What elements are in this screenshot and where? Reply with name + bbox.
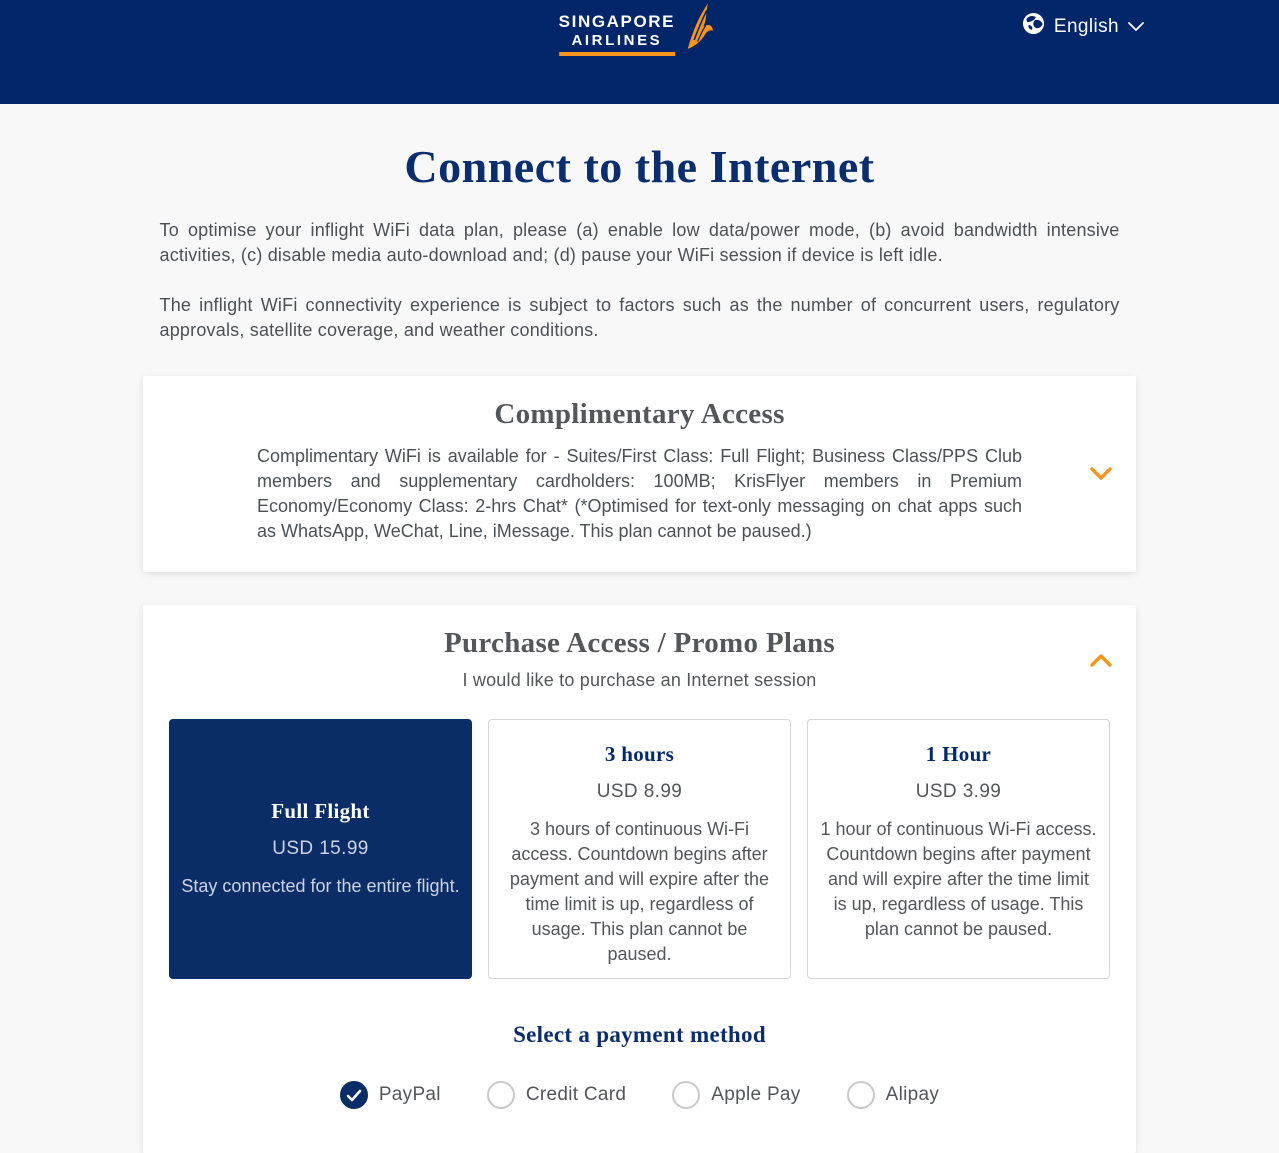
payment-option-label: Apple Pay: [711, 1084, 801, 1105]
radio-unchecked-icon[interactable]: [487, 1081, 515, 1109]
plan-card-1-hour[interactable]: [807, 719, 1110, 979]
plan-price: USD 8.99: [596, 781, 683, 802]
logo-underline: [559, 52, 675, 56]
radio-unchecked-icon[interactable]: [847, 1081, 875, 1109]
radio-checked-icon[interactable]: [340, 1081, 368, 1109]
sia-bird-icon: [682, 2, 714, 55]
plan-description: 1 hour of continuous Wi-Fi access. Countdown begins after payment and will expire after the time limit is up, regardless of usage. This plan cannot be paused.: [820, 819, 1097, 939]
complimentary-access-title: Complimentary Access: [494, 398, 785, 430]
logo-text-singapore: SINGAPORE: [558, 12, 676, 31]
purchase-access-subtitle: I would like to purchase an Internet session: [462, 670, 817, 690]
payment-option-label: Credit Card: [525, 1084, 627, 1105]
language-selector[interactable]: [1022, 12, 1144, 41]
header: [0, 0, 1279, 104]
main-content: [143, 104, 1136, 1153]
plan-description: 3 hours of continuous Wi-Fi access. Countdown begins after payment and will expire after the time limit is up, regardless of usage. This plan cannot be paused.: [509, 819, 770, 964]
payment-option-alipay[interactable]: [847, 1081, 940, 1109]
payment-option-credit-card[interactable]: [487, 1081, 626, 1109]
logo-wordmark: [559, 2, 675, 56]
payment-method-list: [143, 1081, 1136, 1153]
chevron-up-icon: [1090, 655, 1112, 670]
page-title: Connect to the Internet: [404, 141, 875, 192]
plan-card-3-hours[interactable]: [488, 719, 791, 979]
logo-text-airlines: AIRLINES: [571, 31, 663, 49]
payment-option-label: Alipay: [885, 1084, 940, 1105]
intro-paragraph-1: To optimise your inflight WiFi data plan, please (a) enable low data/power mode, (b) avoid bandwidth intensive activities, (c) disable media auto-download and; (d) pause your WiFi session if device is left idle.: [159, 220, 1120, 265]
chevron-down-icon: [1128, 16, 1144, 38]
language-label: English: [1053, 15, 1119, 37]
complimentary-expand-button[interactable]: [1086, 463, 1116, 485]
globe-icon: [1022, 12, 1045, 41]
plan-list: [143, 719, 1136, 979]
complimentary-access-body: Complimentary WiFi is available for - Suites/First Class: Full Flight; Business Class/PPS Club members and supplementary cardholders: 100MB; KrisFlyer members in Premium Economy/Economy Class: 2-hrs Chat* (*Optimised for text-only messaging on chat apps such as WhatsApp, WeChat, Line, iMessage. This plan cannot be paused.): [257, 446, 1022, 541]
plan-name: Full Flight: [271, 799, 370, 823]
radio-unchecked-icon[interactable]: [672, 1081, 700, 1109]
plan-price: USD 3.99: [915, 781, 1002, 802]
purchase-collapse-button[interactable]: [1086, 649, 1116, 671]
plan-name: 1 Hour: [925, 742, 992, 766]
payment-method-title: Select a payment method: [513, 1022, 766, 1047]
complimentary-access-card: [143, 376, 1136, 572]
payment-option-label: PayPal: [378, 1084, 441, 1105]
plan-card-full-flight[interactable]: [169, 719, 472, 979]
purchase-access-card: [143, 605, 1136, 1153]
payment-option-paypal[interactable]: [340, 1081, 441, 1109]
plan-name: 3 hours: [604, 742, 675, 766]
plan-price: USD 15.99: [272, 838, 369, 859]
singapore-airlines-logo: [559, 2, 714, 56]
payment-option-apple-pay[interactable]: [672, 1081, 800, 1109]
plan-description: Stay connected for the entire flight.: [181, 876, 460, 896]
purchase-access-title: Purchase Access / Promo Plans: [443, 627, 836, 659]
intro-paragraph-2: The inflight WiFi connectivity experience is subject to factors such as the number of concurrent users, regulatory approvals, satellite coverage, and weather conditions.: [159, 295, 1120, 340]
chevron-down-icon: [1090, 469, 1112, 484]
